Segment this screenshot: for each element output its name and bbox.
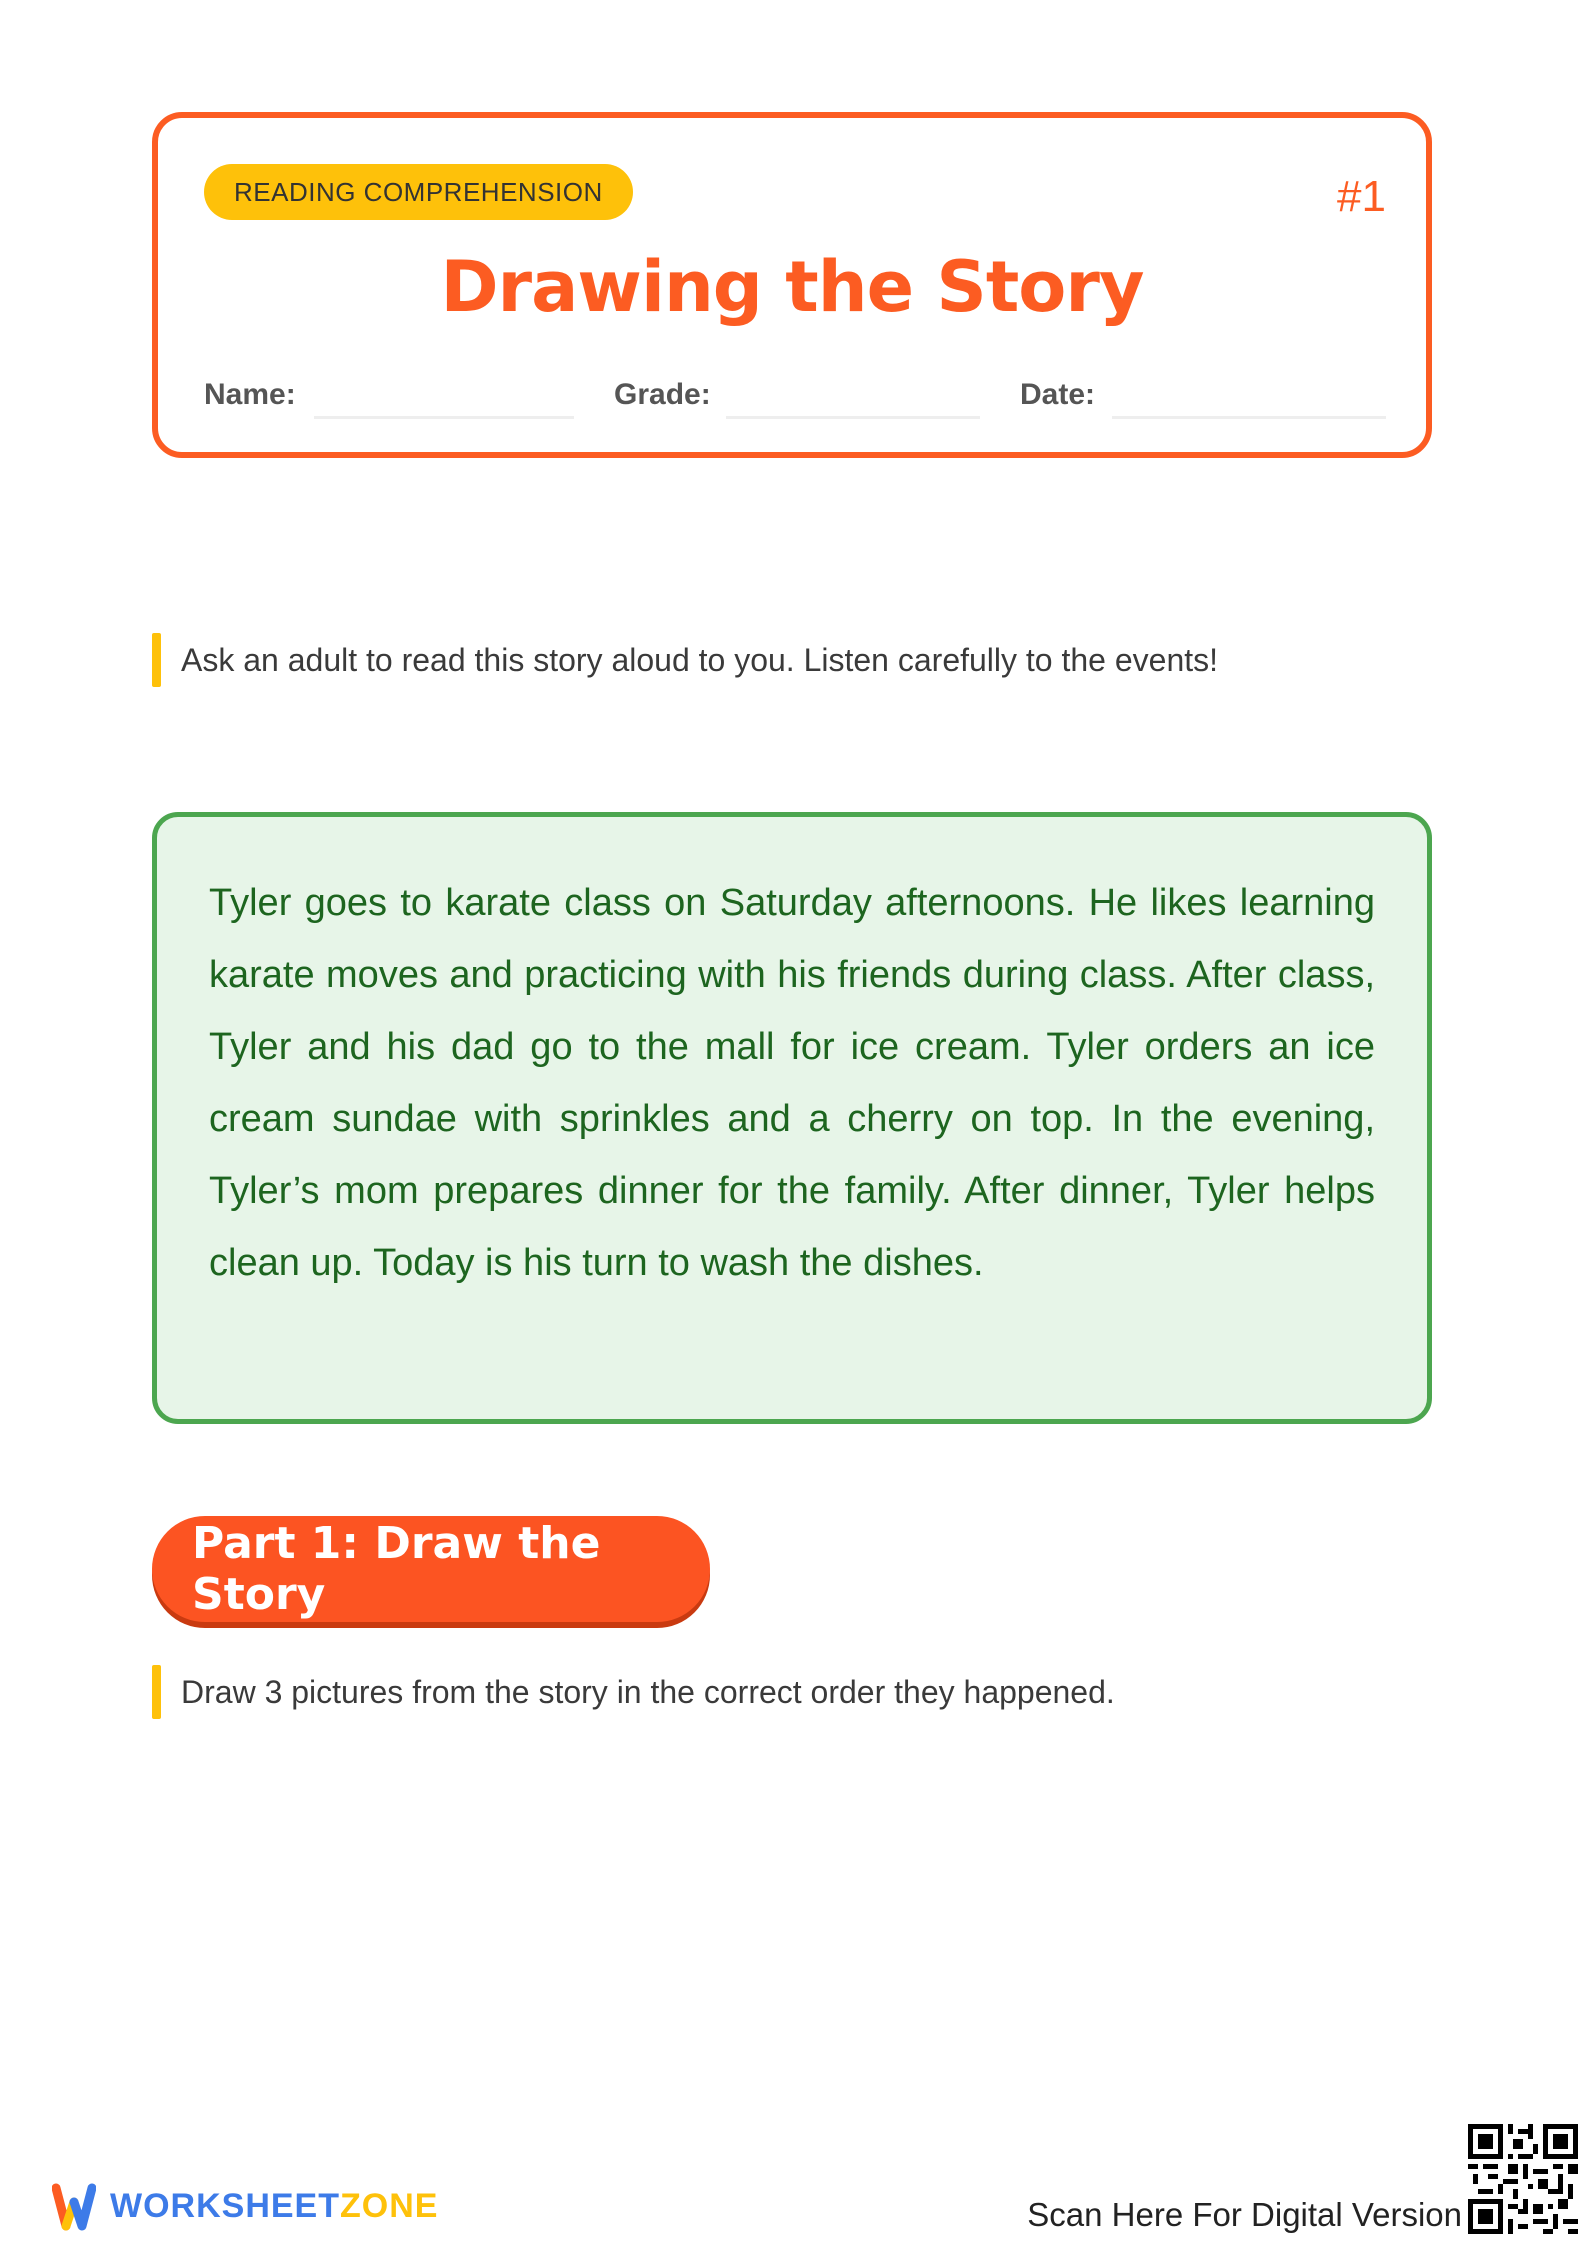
scan-text: Scan Here For Digital Version xyxy=(1027,2196,1462,2233)
story-text: Tyler goes to karate class on Saturday afternoons. He likes learning karate moves and practicing with his friends during class. After class, Tyler and his dad go to the mall for ice cream. Tyler orders an ice cream sundae with sprinkles and a cherry on top. In the evening, Tyler’s mom prepares dinner for the family. After dinner, Tyler helps clean up. Today is his turn to wash the dishes. xyxy=(209,882,1375,1284)
grade-field[interactable] xyxy=(726,416,980,419)
worksheet-number: #1 xyxy=(1337,172,1386,221)
instruction-marker xyxy=(152,633,161,687)
name-field[interactable] xyxy=(314,416,574,419)
brand-name xyxy=(110,2187,438,2226)
brand-name-part2: ZONE xyxy=(340,2186,439,2225)
instruction-marker xyxy=(152,1665,161,1719)
worksheetzone-w-logo-icon xyxy=(52,2180,96,2232)
story-box xyxy=(152,812,1432,1424)
worksheetzone-logo[interactable] xyxy=(52,2180,438,2232)
date-label: Date: xyxy=(1020,378,1096,411)
brand-name-part1: WORKSHEET xyxy=(110,2186,340,2225)
worksheet-header-card xyxy=(152,112,1432,458)
draw-instruction xyxy=(152,1664,1115,1720)
listen-instruction-text: Ask an adult to read this story aloud to you. Listen carefully to the events! xyxy=(181,641,1219,678)
part1-heading: Part 1: Draw the Story xyxy=(152,1516,710,1622)
category-badge: READING COMPREHENSION xyxy=(204,164,633,220)
name-label: Name: xyxy=(204,378,296,411)
grade-label: Grade: xyxy=(614,378,711,411)
qr-code-icon[interactable] xyxy=(1468,2124,1578,2238)
listen-instruction xyxy=(152,632,1218,688)
worksheet-title: Drawing the Story xyxy=(440,246,1144,328)
draw-instruction-text: Draw 3 pictures from the story in the correct order they happened. xyxy=(181,1673,1115,1710)
date-field[interactable] xyxy=(1112,416,1386,419)
